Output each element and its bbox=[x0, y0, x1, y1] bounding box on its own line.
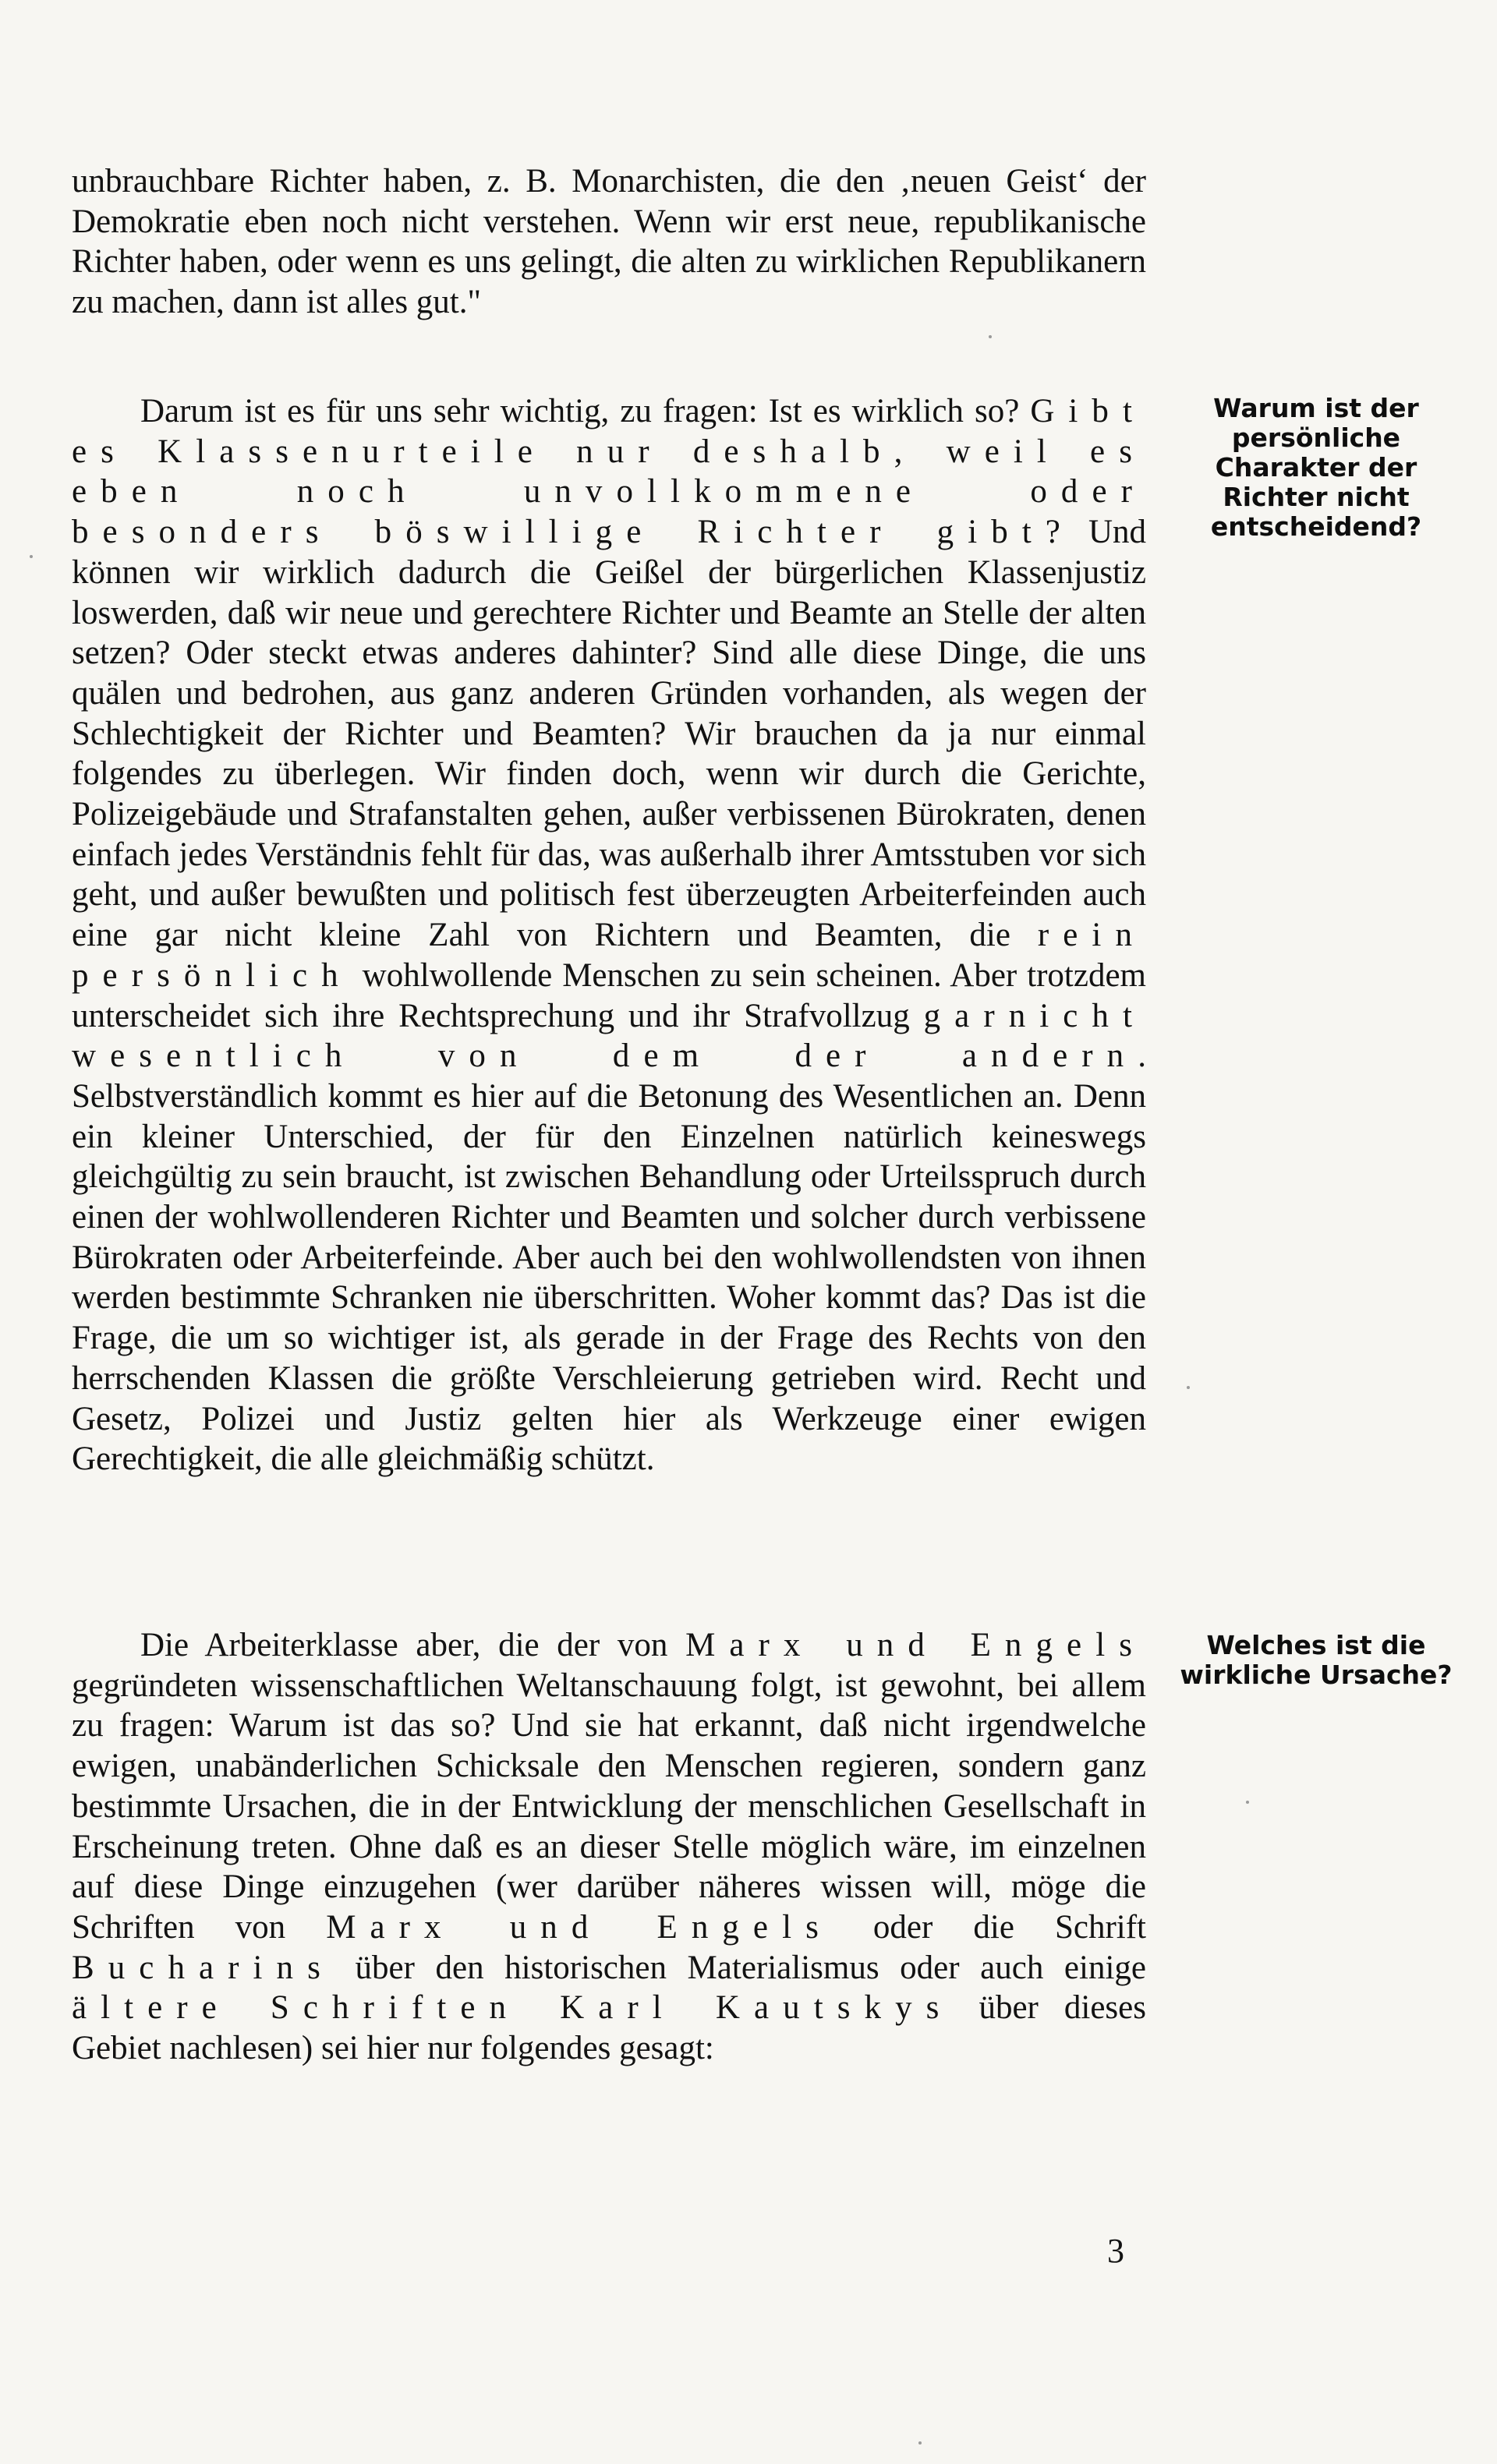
paragraph-2-text-g: . Selbstverständlich kommt es hier auf die Betonung des Wesentlichen an. Denn ein kleiner Unterschied, der für den Einzelnen natürlich keineswegs gleichgültig zu sein braucht, ist zwischen Behandlung oder Urteilsspruch durch einen der wohlwollenderen Richter und Beamten und solcher durch verbissene Bürokraten oder Arbeiterfeinde. Aber auch bei den wohlwollendsten von ihnen werden bestimmte Schranken nie überschritten. Woher kommt das? Das ist die Frage, die um so wichtiger ist, als gerade in der Frage des Rechts von den herrschenden Klassen die größte Verschleierung getrieben wird. Recht und Gesetz, Polizei und Justiz gelten hier als Werkzeuge einer ewigen Gerechtigkeit, die alle gleichmäßig schützt. bbox=[72, 1038, 1146, 1478]
paragraph-3-text-i: über dieses Gebiet nachlesen) sei hier nur folgendes gesagt: bbox=[72, 1989, 1146, 2067]
paragraph-3-emphasis-kautsky: ältere Schriften Karl Kautskys bbox=[72, 1989, 954, 2027]
paragraph-2-text-c: ? Und können wir wirklich dadurch die Geißel der bürgerlichen Klassenjustiz loswerden, daß wir neue und gerechtere Richter und Beamte an Stelle der alten setzen? Oder steckt etwas anderes dahinter? Sind alle diese Dinge, die uns quälen und bedrohen, aus ganz anderen Gründen vorhanden, als wegen der Schlechtigkeit der Richter und Beamten? Wir brauchen da ja nur einmal folgendes zu überlegen. Wir finden doch, wenn wir durch die Gerichte, Polizeigebäude und Strafanstalten gehen, außer verbissenen Bürokraten, denen einfach jedes Verständnis fehlt für das, was außerhalb ihrer Amtsstuben vor sich geht, und außer bewußten und politisch fest überzeugten Arbeiterfeinden auch eine gar nicht kleine Zahl von Richtern und Beamten, die bbox=[72, 514, 1146, 954]
paper-speck bbox=[1246, 1801, 1249, 1804]
paragraph-2-text-a: Darum ist es für uns sehr wichtig, zu fragen: Ist es wirklich so? bbox=[140, 393, 1031, 430]
paragraph-2-emphasis-question: Gibt es Klassenurteile nur deshalb, weil es eben noch unvollkommene oder besonders böswillige Richter gibt bbox=[72, 393, 1146, 551]
paragraph-2-text-e: wohlwollende Menschen zu sein scheinen. Aber trotzdem unterscheidet sich ihre Rechtsprechung und ihr Strafvollzug bbox=[72, 956, 1146, 1034]
paragraph-1-text: unbrauchbare Richter haben, z. B. Monarchisten, die den ‚neuen Geist‘ der Demokratie eben noch nicht verstehen. Wenn wir erst neue, republikanische Richter haben, oder wenn es uns gelingt, die alten zu wirklichen Republikanern zu machen, dann ist alles gut." bbox=[72, 163, 1146, 321]
paragraph-3-text-e: oder die Schrift bbox=[832, 1908, 1146, 1946]
paper-speck bbox=[1187, 1386, 1190, 1389]
paragraph-3-text-a: Die Arbeiterklasse aber, die der von bbox=[140, 1627, 686, 1663]
page-number: 3 bbox=[1107, 2232, 1124, 2270]
paper-speck bbox=[918, 2441, 922, 2445]
paragraph-2-emphasis-not-essential: garnicht wesentlich von dem der andern bbox=[72, 997, 1146, 1075]
paragraph-3 bbox=[72, 1625, 1146, 2069]
margin-note-personal-character: Warum ist der persönliche Charakter der Richter nicht entscheidend? bbox=[1210, 393, 1422, 542]
paragraph-1 bbox=[72, 161, 1146, 323]
paper-speck bbox=[30, 555, 33, 558]
paragraph-2-emphasis-personal: rein persönlich bbox=[72, 917, 1146, 994]
paragraph-3-emphasis-bucharin: Bucharins bbox=[72, 1949, 334, 1986]
margin-note-real-cause: Welches ist die wirkliche Ursache? bbox=[1180, 1630, 1453, 1690]
paragraph-3-text-c: gegründeten wissenschaftlichen Weltanschauung folgt, ist gewohnt, bei allem zu fragen: Warum ist das so? Und sie hat erkannt, daß nicht irgendwelche ewigen, unabänderlichen Schicksale den Menschen regieren, sondern ganz bestimmte Ursachen, die in der Entwicklung der menschlichen Gesellschaft in Erscheinung treten. Ohne daß es an dieser Stelle möglich wäre, im einzelnen auf diese Dinge einzugehen (wer darüber näheres wissen will, möge die Schriften von bbox=[72, 1667, 1146, 1946]
paragraph-3-text-g: über den historischen Materialismus oder auch einige bbox=[334, 1949, 1146, 1986]
paragraph-3-emphasis-marx-engels-2: Marx und Engels bbox=[326, 1908, 833, 1946]
paragraph-2 bbox=[72, 391, 1146, 1479]
paragraph-3-emphasis-marx-engels-1: Marx und Engels bbox=[685, 1627, 1147, 1663]
paper-speck bbox=[989, 335, 992, 338]
